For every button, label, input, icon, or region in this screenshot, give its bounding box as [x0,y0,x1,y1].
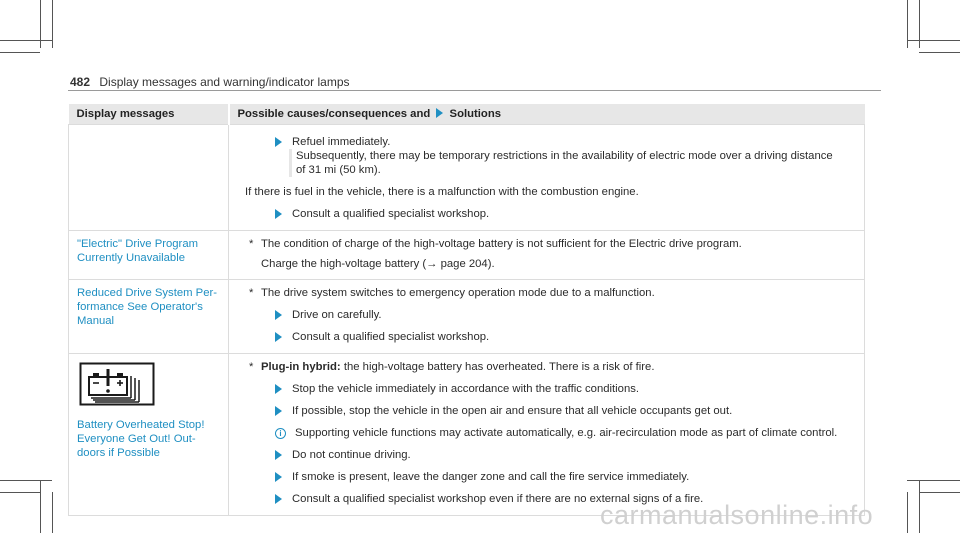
message-cell [69,124,229,230]
action-step: Consult a qualified specialist workshop. [275,207,856,221]
crop-mark [0,480,52,481]
info-note: i Supporting vehicle functions may activate automatically, e.g. air-recirculation mode as part of climate control. [275,426,856,440]
crop-mark [40,480,41,533]
result-text: Subsequently, there may be temporary restrictions in the availability of electric mode over a driving distance of 31 mi (50 km). [289,149,836,177]
action-step: If possible, stop the vehicle in the open air and ensure that all vehicle occupants get out. [275,404,856,418]
table-header-row [69,104,865,124]
cause-label: Plug-in hybrid: [261,360,341,373]
cause-item: * Plug-in hybrid: the high-voltage battery has overheated. There is a risk of fire. [249,360,655,373]
cause-item: * The condition of charge of the high-voltage battery is not sufficient for the Electric drive program. [249,237,742,250]
crop-mark [919,52,960,53]
display-messages-table [68,104,865,516]
table-row [69,124,865,230]
arrow-right-icon [275,332,282,342]
message-cell: Reduced Drive System Per-formance See Operator's Manual [69,279,229,353]
action-step: Refuel immediately. [275,135,856,149]
action-step: Consult a qualified specialist workshop. [275,330,856,344]
message-cell: "Electric" Drive Program Currently Unavailable [69,230,229,279]
table-row [69,230,865,279]
info-text: If there is fuel in the vehicle, there is a malfunction with the combustion engine. [245,185,639,198]
info-icon: i [275,428,286,439]
table-row [69,279,865,353]
page-number: 482 [70,75,91,89]
crop-mark [907,492,908,533]
crop-mark [907,40,960,41]
crop-mark [52,492,53,533]
page-title: Display messages and warning/indicator lamps [99,75,350,89]
arrow-right-icon [275,137,282,147]
solution-cell [229,124,865,230]
column-header-messages: Display messages [69,104,229,124]
crop-mark [52,0,53,48]
solution-cell [229,279,865,353]
action-step: If smoke is present, leave the danger zone and call the fire service immediately. [275,470,856,484]
battery-overheat-icon [79,362,220,410]
crop-mark [919,480,920,533]
crop-mark [0,52,40,53]
solution-cell [229,353,865,515]
solution-cell [229,230,865,279]
arrow-right-icon [275,209,282,219]
crop-mark [0,492,40,493]
arrow-right-icon [275,494,282,504]
header-divider [68,90,881,91]
message-cell [69,353,229,515]
arrow-right-icon [275,472,282,482]
action-step: Do not continue driving. [275,448,856,462]
crop-mark [0,40,52,41]
crop-mark [907,480,960,481]
table-row [69,353,865,515]
watermark: carmanualsonline.info [600,500,874,530]
message-text: Battery Overheated Stop! Everyone Get Out! Out-doors if Possible [77,418,205,459]
arrow-right-icon [275,384,282,394]
action-step: Stop the vehicle immediately in accordance with the traffic conditions. [275,382,856,396]
arrow-right-icon [275,406,282,416]
column-header-causes: Possible causes/consequences and Solutions [229,104,865,124]
page-header [70,75,350,89]
arrow-right-icon [275,310,282,320]
action-step: Drive on carefully. [275,308,856,322]
cause-item: * The drive system switches to emergency operation mode due to a malfunction. [249,286,655,299]
action-step: Consult a qualified specialist workshop even if there are no external signs of a fire. [275,492,856,506]
sub-text: Charge the high-voltage battery (→ page 204). [261,257,495,270]
crop-mark [919,492,960,493]
arrow-right-icon [436,108,443,118]
arrow-right-icon [275,450,282,460]
